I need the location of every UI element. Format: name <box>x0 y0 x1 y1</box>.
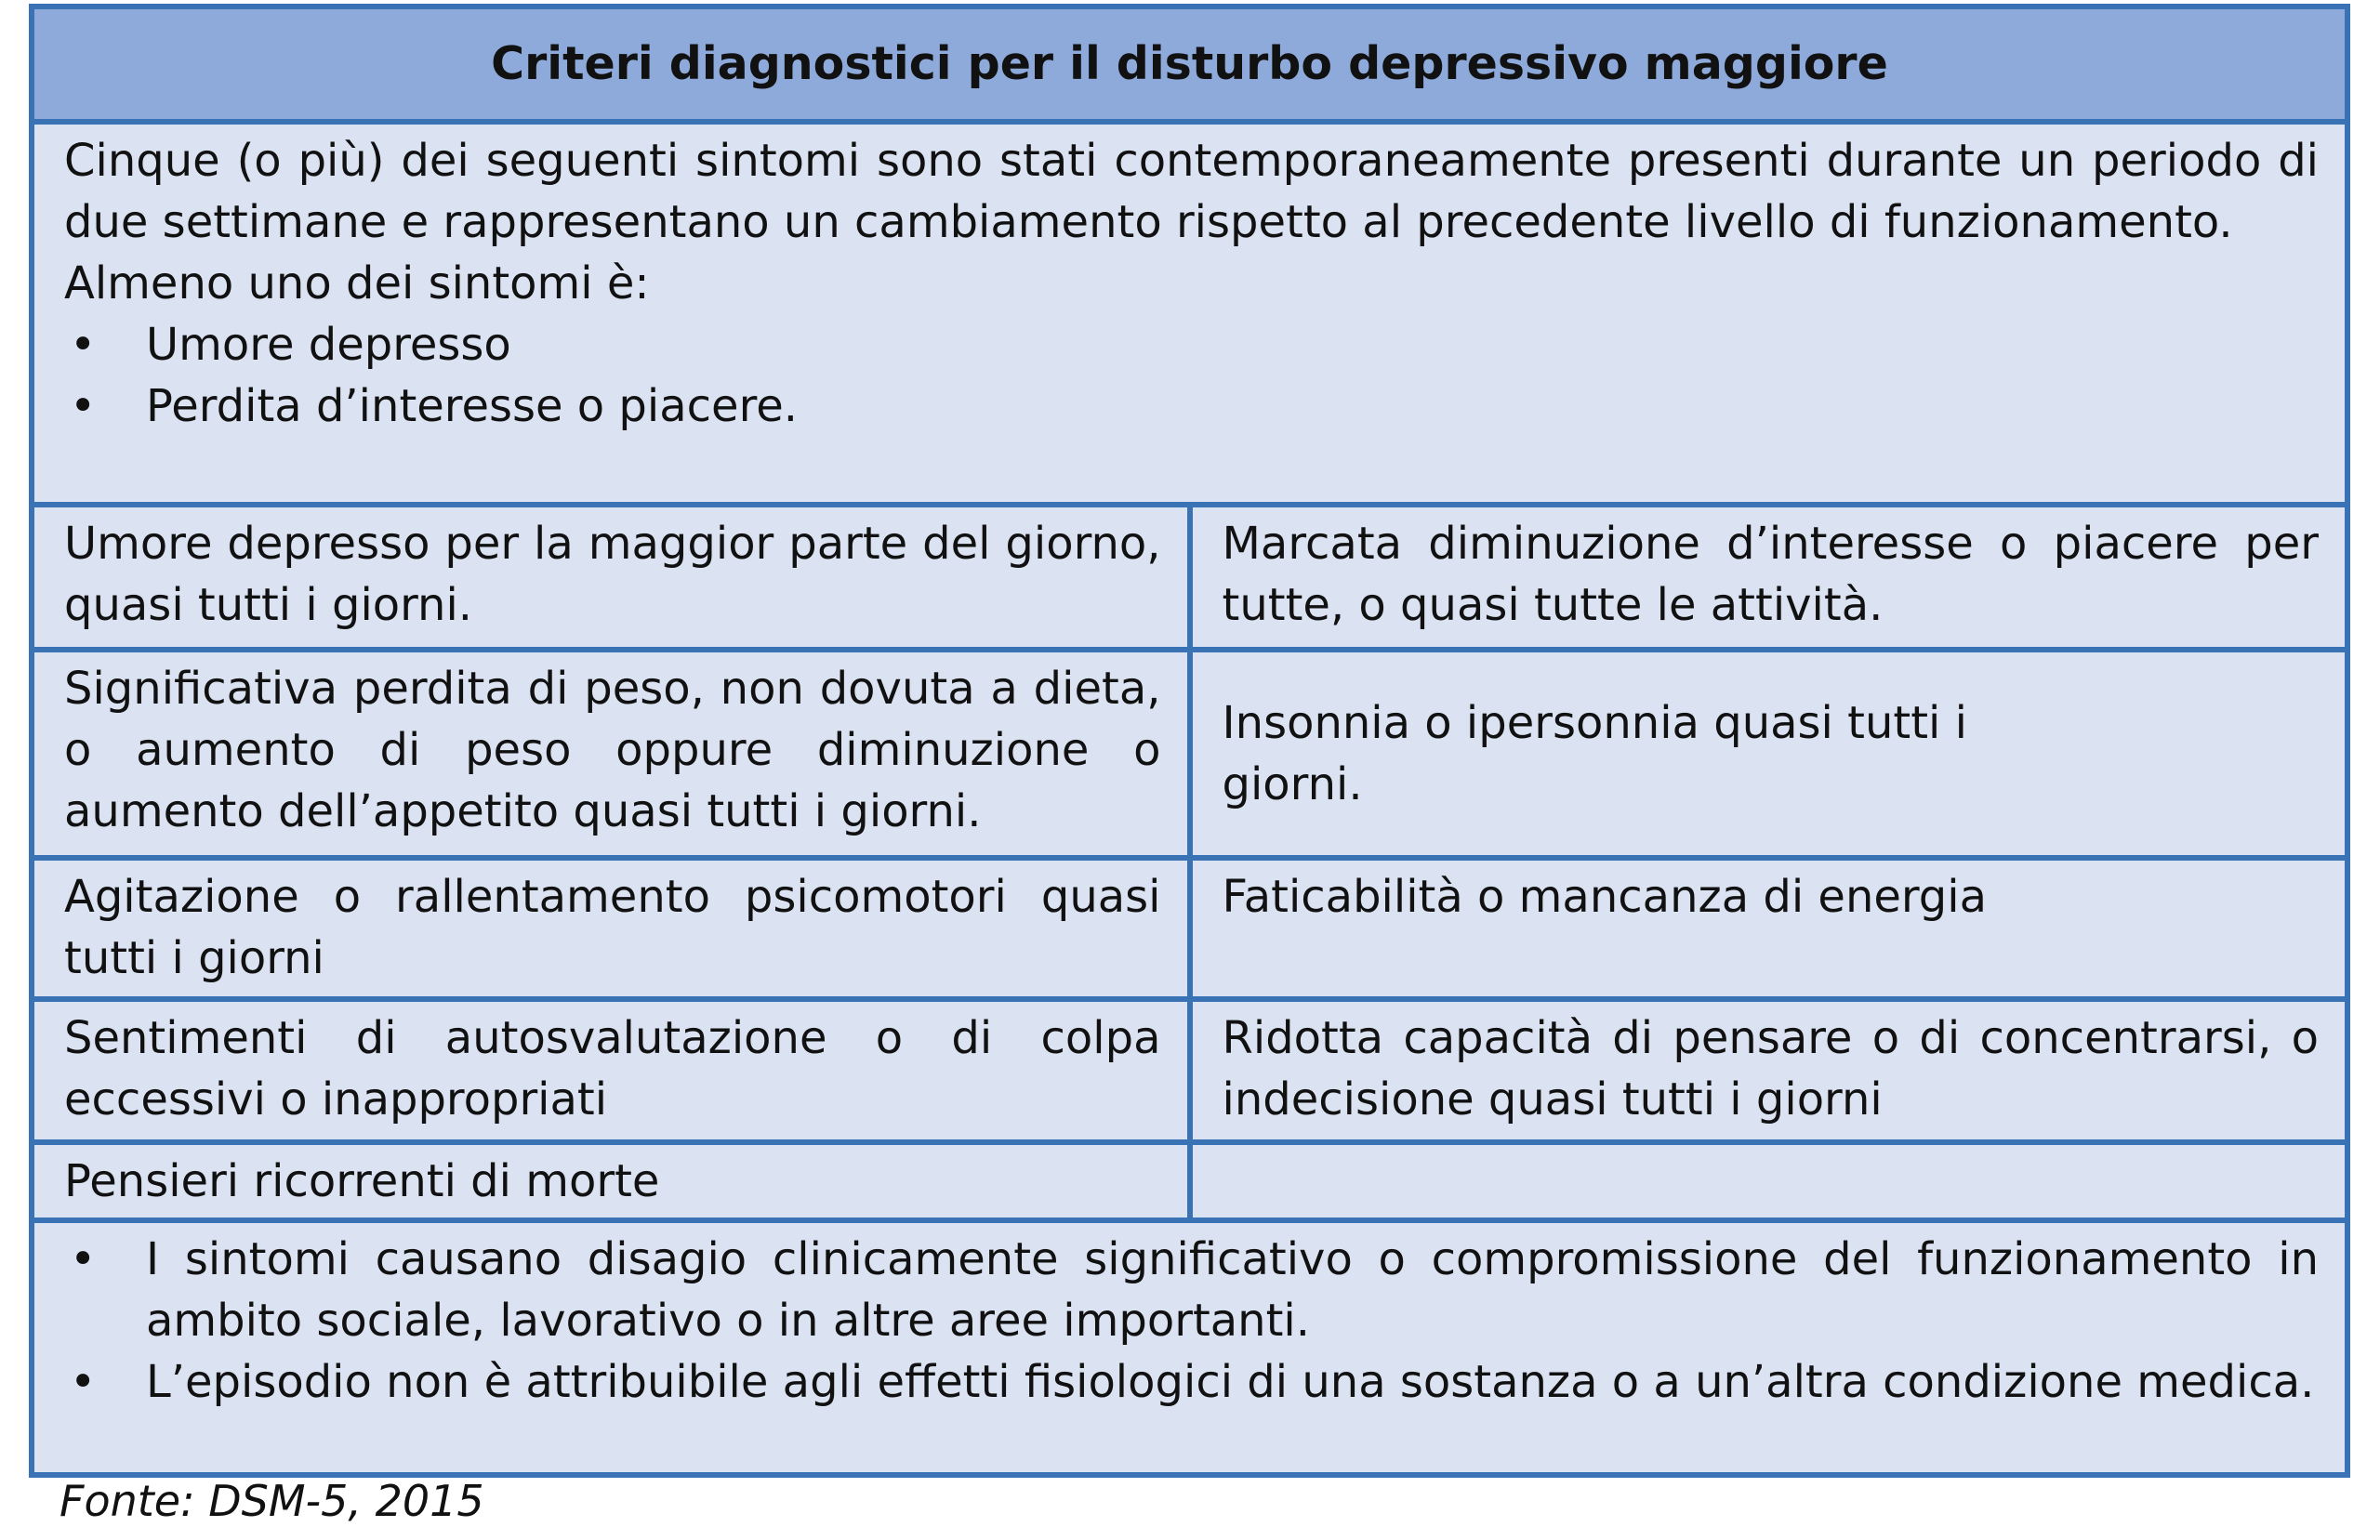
list-item <box>64 375 2319 437</box>
intro-lead: Almeno uno dei sintomi è: <box>64 257 650 309</box>
symptom-cell-right: Ridotta capacità di pensare o di concentrarsi, o indecisione quasi tutti i giorni <box>1190 999 2348 1142</box>
footer-cell <box>32 1220 2347 1475</box>
table-title: Criteri diagnostici per il disturbo depressivo maggiore <box>32 7 2347 122</box>
intro-paragraph: Cinque (o più) dei seguenti sintomi sono stati contemporaneamente presenti durante un periodo di due settimane e rappresentano un cambiamento rispetto al precedente livello di funzionamento. <box>64 135 2319 248</box>
symptom-cell-right <box>1190 858 2348 999</box>
symptom-text: Insonnia o ipersonnia quasi tutti i giorni. <box>1222 697 1967 810</box>
table-row <box>32 505 2347 650</box>
intro-row <box>32 122 2347 505</box>
criteria-table <box>29 4 2350 1478</box>
symptom-text: Faticabilità o mancanza di energia <box>1222 871 1988 923</box>
symptom-cell-left: Umore depresso per la maggior parte del giorno, quasi tutti i giorni. <box>32 505 1190 650</box>
source-note: Fonte: DSM-5, 2015 <box>60 1476 484 1526</box>
table-header-row <box>32 7 2347 122</box>
list-item-text: I sintomi causano disagio clinicamente significativo o compromissione del funzionamento in ambito sociale, lavorativo o in altre aree importanti. <box>146 1233 2319 1347</box>
list-item-text: L’episodio non è attribuibile agli effetti fisiologici di una sostanza o a un’altra condizione medica. <box>146 1356 2315 1408</box>
bullet-icon: • <box>70 1233 97 1285</box>
symptom-cell-right: Marcata diminuzione d’interesse o piacere per tutte, o quasi tutte le attività. <box>1190 505 2348 650</box>
list-item-text: Umore depresso <box>146 319 511 371</box>
list-item <box>64 1229 2319 1351</box>
footer-bullet-list <box>64 1229 2319 1413</box>
table-row <box>32 999 2347 1142</box>
table-row <box>32 650 2347 858</box>
symptom-cell-right-empty <box>1190 1142 2348 1220</box>
intro-cell <box>32 122 2347 505</box>
bullet-icon: • <box>70 1356 97 1408</box>
symptom-cell-left: Significativa perdita di peso, non dovuta a dieta, o aumento di peso oppure diminuzione o aumento dell’appetito quasi tutti i giorni. <box>32 650 1190 858</box>
intro-bullet-list <box>64 314 2319 437</box>
symptom-cell-left: Pensieri ricorrenti di morte <box>32 1142 1190 1220</box>
bullet-icon: • <box>70 380 97 432</box>
list-item-text: Perdita d’interesse o piacere. <box>146 380 799 432</box>
list-item <box>64 314 2319 375</box>
table-row <box>32 858 2347 999</box>
table-row <box>32 1142 2347 1220</box>
footer-row <box>32 1220 2347 1475</box>
symptom-cell-left: Agitazione o rallentamento psicomotori quasi tutti i giorni <box>32 858 1190 999</box>
bullet-icon: • <box>70 319 97 371</box>
symptom-cell-left: Sentimenti di autosvalutazione o di colpa eccessivi o inappropriati <box>32 999 1190 1142</box>
symptom-cell-right <box>1190 650 2348 858</box>
list-item <box>64 1351 2319 1413</box>
